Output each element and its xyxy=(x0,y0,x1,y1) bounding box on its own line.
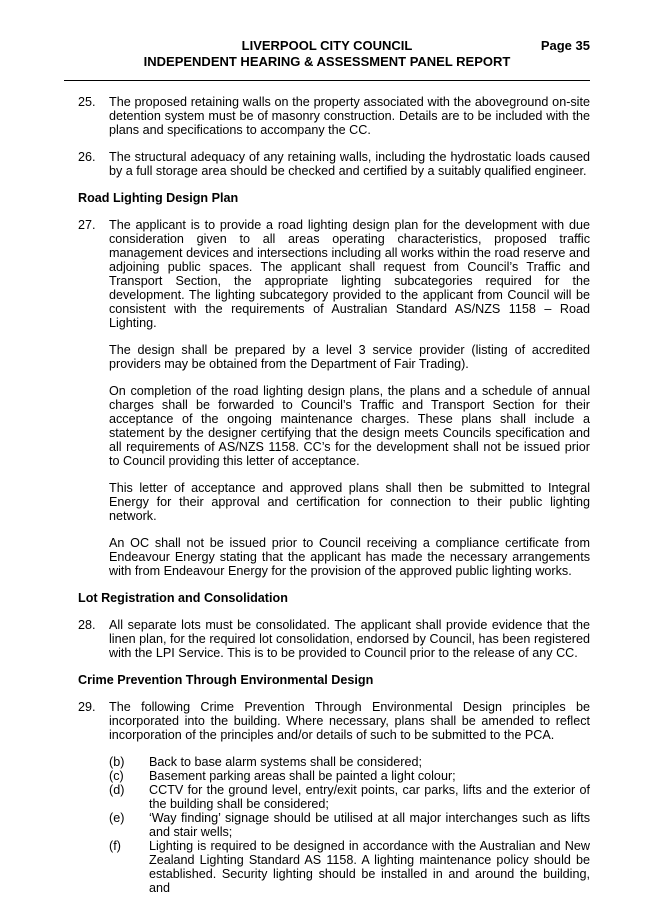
sub-item-letter: (e) xyxy=(109,811,125,825)
condition-paragraph: The applicant is to provide a road lighting design plan for the development with due consideration given to all areas operating characteristics, proposed traffic management devices and intersections including all works within the road reserve and adjoining public spaces. The applicant shall request from Council’s Traffic and Transport Section, the appropriate lighting subcategories required for the development. The lighting subcategory provided to the applicant from Council will be consistent with the requirements of Australian Standard AS/NZS 1158 – Road Lighting. xyxy=(109,218,590,330)
condition-paragraph: This letter of acceptance and approved plans shall then be submitted to Integral Energy for their approval and certification for connection to their public lighting network. xyxy=(109,481,590,523)
sub-item-letter: (c) xyxy=(109,769,124,783)
header-rule xyxy=(64,80,590,81)
condition-25 xyxy=(78,95,590,137)
sub-item-text: Back to base alarm systems shall be considered; xyxy=(149,755,422,769)
condition-text: The proposed retaining walls on the property associated with the aboveground on-site detention system must be of masonry construction. Details are to be included with the plans and specifications to accompany the CC. xyxy=(109,95,590,137)
condition-26 xyxy=(78,150,590,178)
condition-number: 27. xyxy=(78,218,96,232)
condition-paragraph: The design shall be prepared by a level 3 service provider (listing of accredited providers may be obtained from the Department of Fair Trading). xyxy=(109,343,590,371)
sub-item-text: ‘Way finding’ signage should be utilised at all major interchanges such as lifts and stair wells; xyxy=(149,811,590,839)
condition-paragraph: An OC shall not be issued prior to Council receiving a compliance certificate from Endeavour Energy stating that the applicant has made the necessary arrangements with from Endeavour Energy for the provision of the approved public lighting works. xyxy=(109,536,590,578)
report-body xyxy=(78,95,590,908)
condition-27 xyxy=(78,218,590,578)
sub-item-text: Lighting is required to be designed in accordance with the Australian and New Zealand Lighting Standard AS 1158. A lighting maintenance policy should be established. Security lighting should be installed in and around the building, and xyxy=(149,839,590,895)
page-header xyxy=(64,38,590,70)
sub-item-text: CCTV for the ground level, entry/exit points, car parks, lifts and the exterior of the building shall be considered; xyxy=(149,783,590,811)
sub-item-letter: (f) xyxy=(109,839,121,853)
section-heading-road-lighting: Road Lighting Design Plan xyxy=(78,191,239,205)
condition-28 xyxy=(78,618,590,660)
condition-29 xyxy=(78,700,590,895)
sub-item-text: Basement parking areas shall be painted a light colour; xyxy=(149,769,456,783)
report-title: INDEPENDENT HEARING & ASSESSMENT PANEL REPORT xyxy=(143,54,511,69)
condition-number: 26. xyxy=(78,150,96,164)
condition-number: 29. xyxy=(78,700,96,714)
section-heading-lot-registration: Lot Registration and Consolidation xyxy=(78,591,288,605)
section-heading-crime-prevention: Crime Prevention Through Environmental Design xyxy=(78,673,374,687)
condition-text: All separate lots must be consolidated. The applicant shall provide evidence that the linen plan, for the required lot consolidation, endorsed by Council, has been registered with the LPI Service. This is to be provided to Council prior to the release of any CC. xyxy=(109,618,590,660)
sub-item-list xyxy=(109,755,590,895)
condition-number: 28. xyxy=(78,618,96,632)
condition-number: 25. xyxy=(78,95,96,109)
page-number: Page 35 xyxy=(540,38,590,53)
sub-item xyxy=(109,769,590,783)
sub-item xyxy=(109,811,590,839)
condition-paragraph: The following Crime Prevention Through Environmental Design principles be incorporated into the building. Where necessary, plans shall be amended to reflect incorporation of the principles and/or details of such to be submitted to the PCA. xyxy=(109,700,590,742)
sub-item-letter: (d) xyxy=(109,783,125,797)
sub-item xyxy=(109,839,590,895)
sub-item-letter: (b) xyxy=(109,755,125,769)
council-name: LIVERPOOL CITY COUNCIL xyxy=(241,38,413,53)
sub-item xyxy=(109,783,590,811)
sub-item xyxy=(109,755,590,769)
condition-text: The structural adequacy of any retaining walls, including the hydrostatic loads caused by a full storage area should be checked and certified by a suitably qualified engineer. xyxy=(109,150,590,178)
condition-paragraph: On completion of the road lighting design plans, the plans and a schedule of annual charges shall be forwarded to Council’s Traffic and Transport Section for their acceptance of the ongoing maintenance charges. These plans shall include a statement by the designer certifying that the design meets Councils specification and all requirements of AS/NZS 1158. CC’s for the development shall not be issued prior to Council providing this letter of acceptance. xyxy=(109,384,590,468)
